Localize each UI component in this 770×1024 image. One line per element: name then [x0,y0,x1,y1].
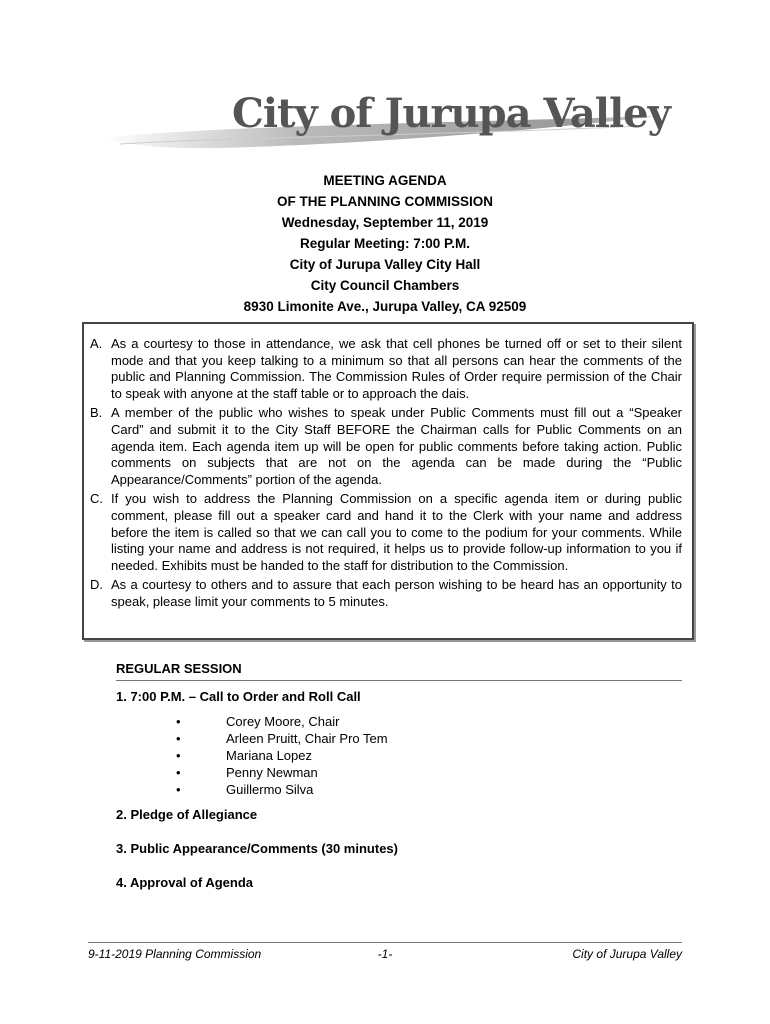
meeting-heading [0,170,770,317]
agenda-item-approval: 4. Approval of Agenda [116,875,253,890]
notice-letter: A. [90,336,103,351]
agenda-item-pledge: 2. Pledge of Allegiance [116,807,258,822]
commissioner-name: Corey Moore, Chair [226,714,340,729]
list-item [116,713,682,730]
agenda-item-roll-call: 1. 7:00 P.M. – Call to Order and Roll Call [116,689,361,704]
notice-text: As a courtesy to those in attendance, we ask that cell phones be turned off or set to their silent mode and that you keep talking to a minimum so that all persons can hear the comments of the public and Planning Commission. The Commission Rules of Order require permission of the Chair to speak with anyone at the staff table or to approach the dais. [111,336,682,401]
commissioner-name: Mariana Lopez [226,748,312,763]
heading-line: City of Jurupa Valley City Hall [289,257,481,272]
page-number: -1- [377,947,393,961]
roll-call-list [116,713,682,798]
list-item [116,781,682,798]
logo-text: City of Jurupa Valley [232,90,670,137]
page-footer [88,942,682,964]
heading-line: 8930 Limonite Ave., Jurupa Valley, CA 92509 [243,299,527,314]
heading-line: MEETING AGENDA [323,173,447,188]
courtesy-notice-box [82,322,694,640]
bullet-icon: • [176,748,181,763]
footer-city: City of Jurupa Valley [572,947,682,961]
notice-text: If you wish to address the Planning Commission on a specific agenda item or during public comment, please fill out a speaker card and hand it to the Clerk with your name and address before the item is called so that we can call you to come to the podium for your comments. While listing your name and address is not required, it helps us to provide follow-up information to you if needed. Exhibits must be handed to the staff for distribution to the Commission. [111,491,682,573]
session-title: REGULAR SESSION [116,660,682,681]
bullet-icon: • [176,765,181,780]
city-logo [100,86,670,166]
list-item [116,730,682,747]
bullet-icon: • [176,731,181,746]
heading-line: Wednesday, September 11, 2019 [281,215,489,230]
notice-letter: D. [90,577,103,593]
notice-text: A member of the public who wishes to speak under Public Comments must fill out a “Speaker Card” and submit it to the City Staff BEFORE the Chairman calls for Public Comments on an agenda item. Each agenda item up will be open for public comments before taking action. Public comments on subjects that are not on the agenda can be made during the “Public Appearance/Comments” portion of the agenda. [111,405,682,487]
commissioner-name: Arleen Pruitt, Chair Pro Tem [226,731,388,746]
bullet-icon: • [176,782,181,797]
notice-text: As a courtesy to others and to assure that each person wishing to be heard has an opportunity to speak, please limit your comments to 5 minutes. [111,577,682,609]
bullet-icon: • [176,714,181,729]
heading-line: OF THE PLANNING COMMISSION [277,194,493,209]
footer-date: 9-11-2019 Planning Commission [88,947,262,961]
notice-letter: B. [90,405,103,421]
heading-line: Regular Meeting: 7:00 P.M. [299,236,471,251]
agenda-item-public-comments: 3. Public Appearance/Comments (30 minutes) [116,841,398,856]
heading-line: City Council Chambers [310,278,460,293]
notice-item [90,491,682,574]
notice-item [90,336,682,402]
notice-letter: C. [90,491,103,507]
commissioner-name: Penny Newman [226,765,318,780]
regular-session [116,660,682,891]
list-item [116,764,682,781]
notice-item [90,405,682,488]
list-item [116,747,682,764]
commissioner-name: Guillermo Silva [226,782,314,797]
notice-item [90,577,682,610]
